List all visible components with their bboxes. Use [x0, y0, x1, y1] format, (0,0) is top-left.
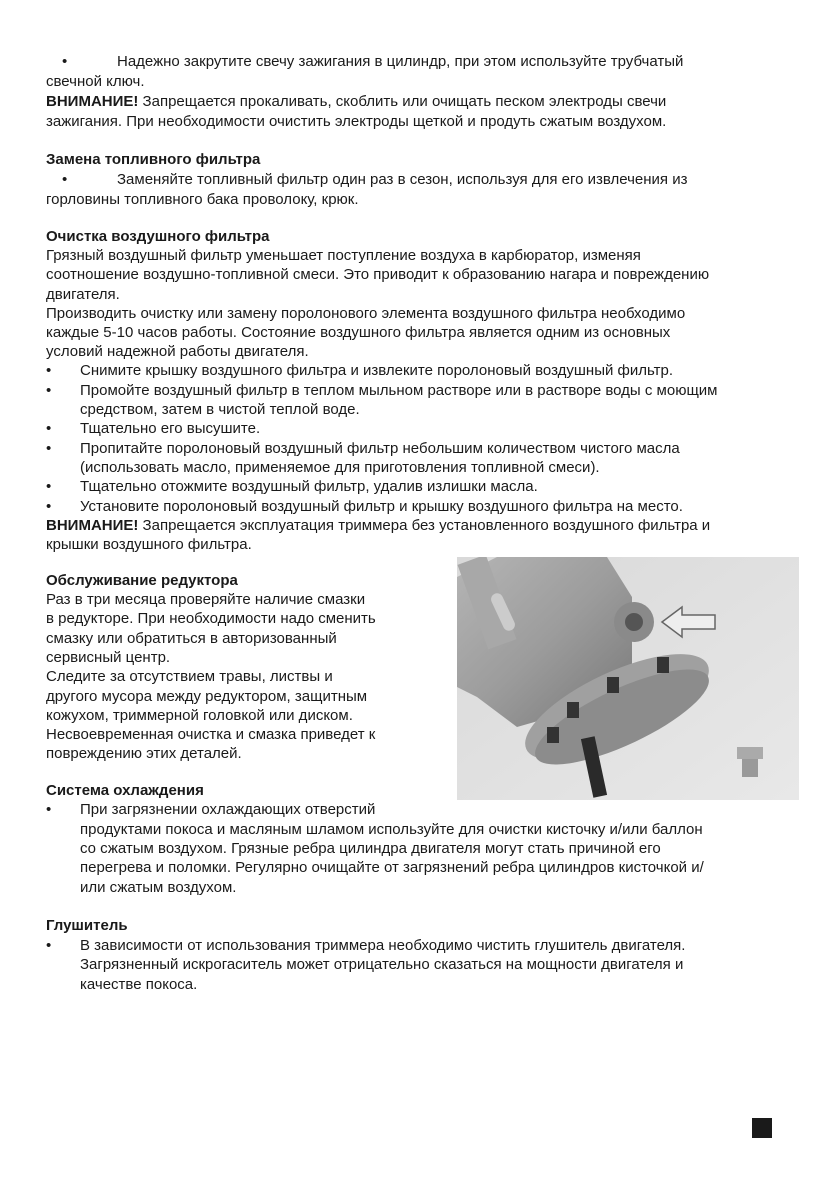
section-heading-cooling: Система охлаждения	[46, 782, 204, 799]
cooling-line: со сжатым воздухом. Грязные ребра цилиндра двигателя могут стать причиной его	[80, 840, 661, 857]
air-bullet-line: Тщательно отожмите воздушный фильтр, удалив излишки масла.	[80, 478, 538, 495]
warning-label: ВНИМАНИЕ!	[46, 93, 139, 110]
air-warning	[46, 516, 710, 535]
air-bullet-line: средством, затем в чистой теплой воде.	[80, 401, 360, 418]
section-heading-gearbox: Обслуживание редуктора	[46, 572, 238, 589]
gearbox-line: повреждению этих деталей.	[46, 745, 242, 762]
cooling-line: продуктами покоса и масляным шламом используйте для очистки кисточку и/или баллон	[80, 821, 703, 838]
air-para-line: каждые 5-10 часов работы. Состояние воздушного фильтра является одним из основных	[46, 324, 671, 341]
spark-bullet-line: Надежно закрутите свечу зажигания в цилиндр, при этом используйте трубчатый	[117, 53, 684, 70]
gearbox-line: Раз в три месяца проверяйте наличие смазки	[46, 591, 366, 608]
muffler-line: качестве покоса.	[80, 976, 198, 993]
air-bullet-line: Промойте воздушный фильтр в теплом мыльном растворе или в растворе воды с моющим	[80, 382, 718, 399]
section-heading-muffler: Глушитель	[46, 917, 128, 934]
spark-warning	[46, 92, 666, 111]
air-para-line: Производить очистку или замену поролонового элемента воздушного фильтра необходимо	[46, 305, 686, 322]
cooling-line: или сжатым воздухом.	[80, 879, 237, 896]
bullet: •	[46, 498, 52, 515]
gearbox-line: сервисный центр.	[46, 649, 171, 666]
bullet: •	[46, 362, 52, 379]
gearbox-line: Несвоевременная очистка и смазка приведет к	[46, 726, 376, 743]
air-para-line: двигателя.	[46, 286, 120, 303]
fuel-bullet-line: горловины топливного бака проволоку, крюк.	[46, 191, 359, 208]
warning-text: Запрещается эксплуатация триммера без установленного воздушного фильтра и	[138, 517, 711, 534]
bullet: •	[46, 382, 52, 399]
gearbox-line: кожухом, триммерной головкой или диском.	[46, 707, 353, 724]
spark-warning-line: зажигания. При необходимости очистить электроды щеткой и продуть сжатым воздухом.	[46, 113, 667, 130]
air-para-line: условий надежной работы двигателя.	[46, 343, 309, 360]
fuel-bullet-line: Заменяйте топливный фильтр один раз в сезон, используя для его извлечения из	[117, 171, 688, 188]
bullet: •	[46, 801, 52, 818]
warning-text: Запрещается прокаливать, скоблить или очищать песком электроды свечи	[138, 93, 667, 110]
air-bullet-line: Тщательно его высушите.	[80, 420, 261, 437]
spark-bullet-line: свечной ключ.	[46, 73, 145, 90]
page-marker	[752, 1118, 772, 1138]
bullet: •	[46, 440, 52, 457]
air-para-line: Грязный воздушный фильтр уменьшает поступление воздуха в карбюратор, изменяя	[46, 247, 641, 264]
bullet: •	[46, 420, 52, 437]
air-bullet-line: Установите поролоновый воздушный фильтр и крышку воздушного фильтра на место.	[80, 498, 683, 515]
air-bullet-line: Снимите крышку воздушного фильтра и извлеките поролоновый воздушный фильтр.	[80, 362, 674, 379]
air-bullet-line: Пропитайте поролоновый воздушный фильтр небольшим количеством чистого масла	[80, 440, 680, 457]
section-heading-air-filter: Очистка воздушного фильтра	[46, 228, 270, 245]
bullet: •	[62, 53, 68, 70]
cooling-line: перегрева и поломки. Регулярно очищайте от загрязнений ребра цилиндров кисточкой и/	[80, 859, 704, 876]
bullet: •	[46, 478, 52, 495]
bullet: •	[62, 171, 68, 188]
muffler-line: В зависимости от использования триммера необходимо чистить глушитель двигателя.	[80, 937, 686, 954]
warning-label: ВНИМАНИЕ!	[46, 517, 139, 534]
gearbox-line: Следите за отсутствием травы, листвы и	[46, 668, 333, 685]
gearbox-line: смазку или обратиться в авторизованный	[46, 630, 337, 647]
section-heading-fuel-filter: Замена топливного фильтра	[46, 151, 261, 168]
muffler-line: Загрязненный искрогаситель может отрицательно сказаться на мощности двигателя и	[80, 956, 684, 973]
gearbox-line: в редукторе. При необходимости надо сменить	[46, 610, 376, 627]
bullet: •	[46, 937, 52, 954]
gearbox-photo	[457, 557, 799, 800]
gearbox-line: другого мусора между редуктором, защитным	[46, 688, 368, 705]
air-bullet-line: (использовать масло, применяемое для приготовления топливной смеси).	[80, 459, 600, 476]
cooling-line: При загрязнении охлаждающих отверстий	[80, 801, 376, 818]
air-para-line: соотношение воздушно-топливной смеси. Это приводит к образованию нагара и повреждению	[46, 266, 710, 283]
air-warning-line: крышки воздушного фильтра.	[46, 536, 252, 553]
